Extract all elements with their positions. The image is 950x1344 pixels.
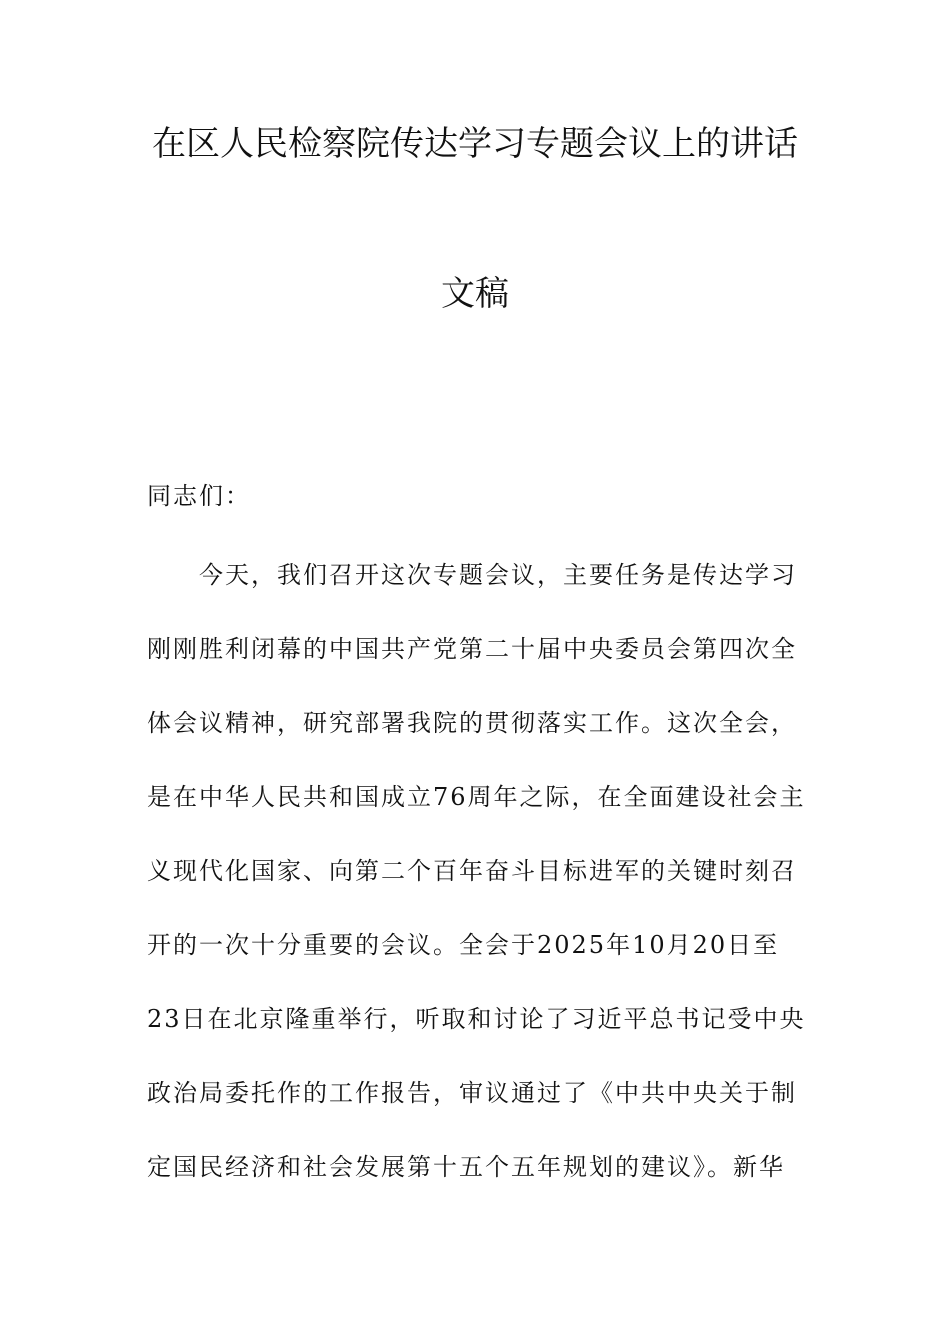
document-title-line-2: 文稿 xyxy=(441,274,509,314)
paragraph-line: 是在中华人民共和国成立76周年之际，在全面建设社会主 xyxy=(147,783,806,811)
paragraph-line: 义现代化国家、向第二个百年奋斗目标进军的关键时刻召 xyxy=(147,857,797,885)
document-title-line-1: 在区人民检察院传达学习专题会议上的讲话 xyxy=(152,124,798,164)
salutation: 同志们： xyxy=(147,482,251,510)
paragraph-line: 开的一次十分重要的会议。全会于2025年10月20日至 xyxy=(147,931,780,959)
paragraph-line: 今天，我们召开这次专题会议，主要任务是传达学习 xyxy=(147,561,797,589)
paragraph-line: 政治局委托作的工作报告，审议通过了《中共中央关于制 xyxy=(147,1079,797,1107)
paragraph-line: 体会议精神，研究部署我院的贯彻落实工作。这次全会， xyxy=(147,709,797,737)
paragraph-line: 23日在北京隆重举行，听取和讨论了习近平总书记受中央 xyxy=(147,1005,806,1033)
paragraph-line: 刚刚胜利闭幕的中国共产党第二十届中央委员会第四次全 xyxy=(147,635,797,663)
paragraph-line: 定国民经济和社会发展第十五个五年规划的建议》。新华 xyxy=(147,1153,785,1181)
